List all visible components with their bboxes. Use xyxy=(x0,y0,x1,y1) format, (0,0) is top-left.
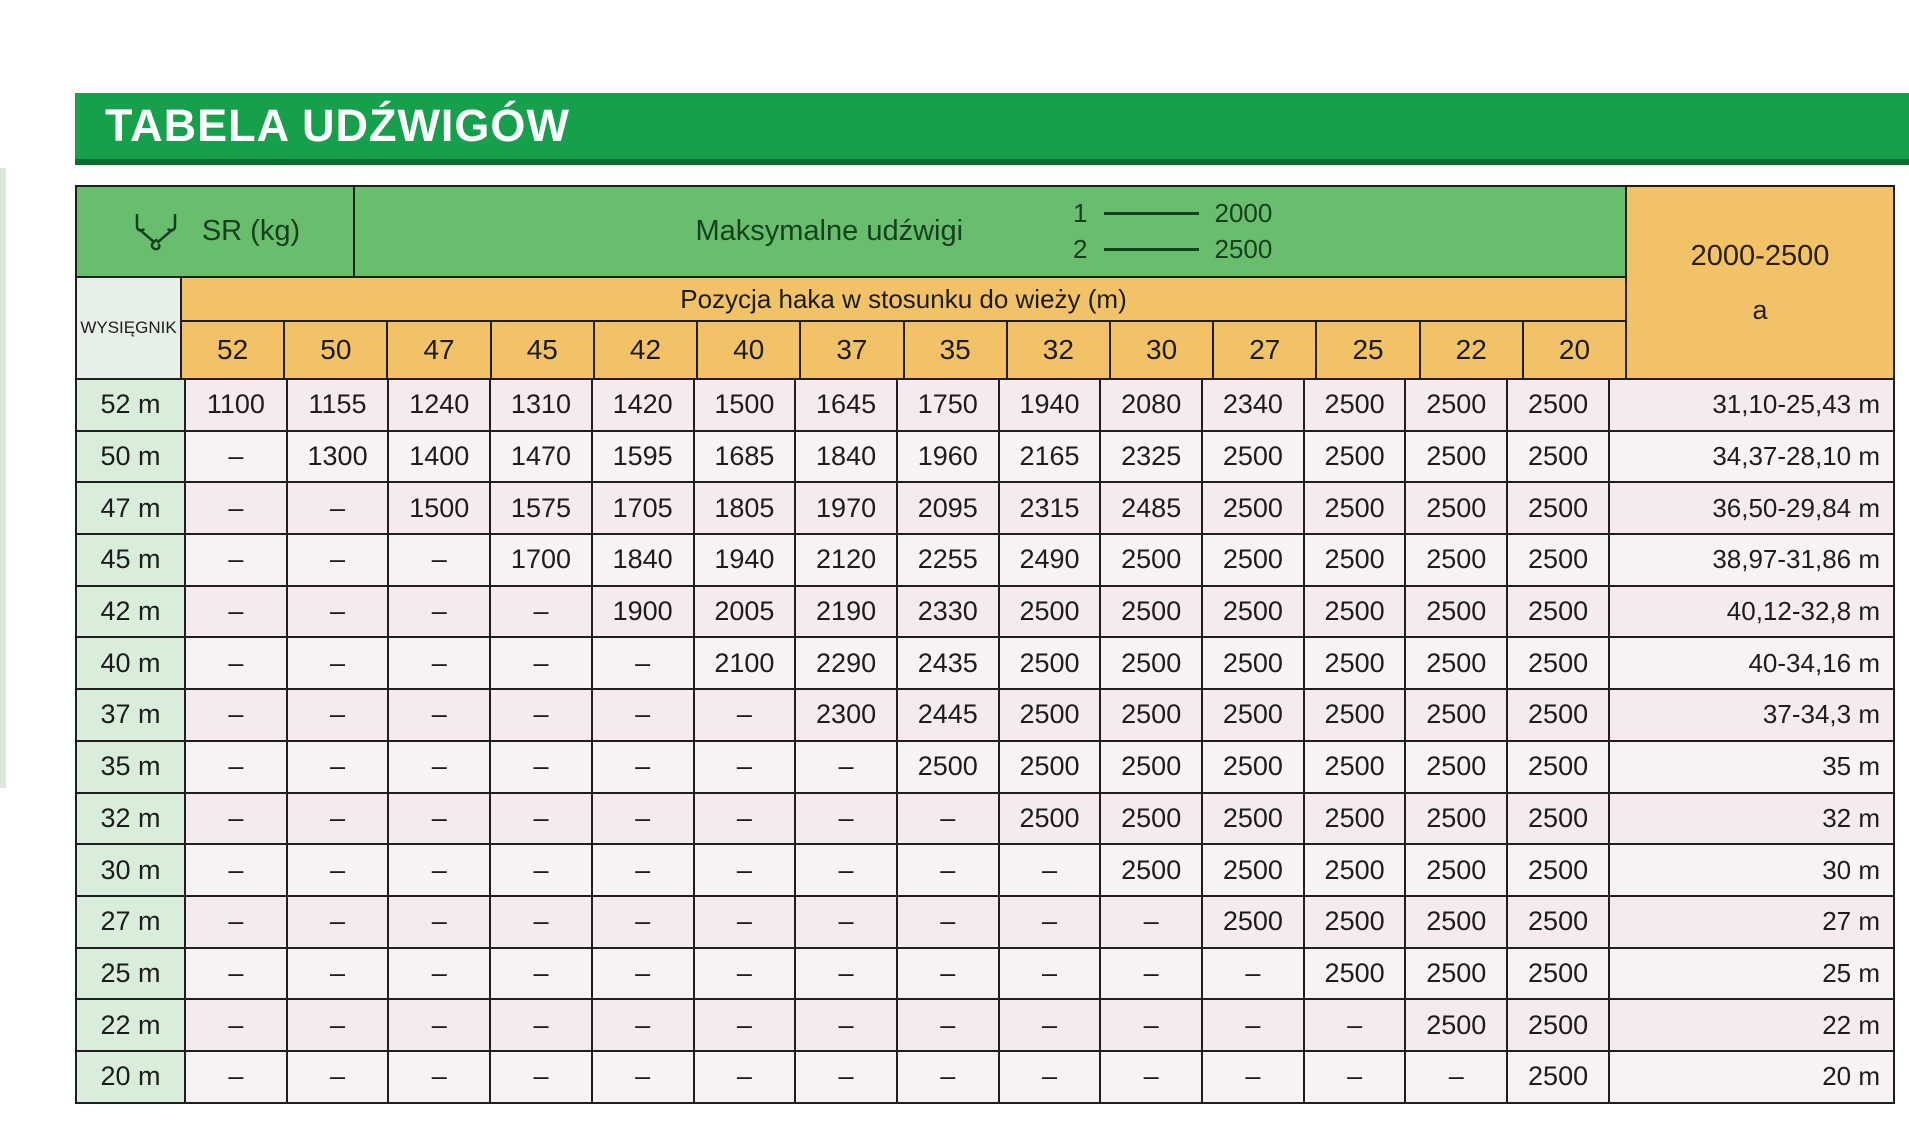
capacity-cell: 2500 xyxy=(999,586,1101,638)
capacity-cell: – xyxy=(795,844,897,896)
capacity-cell: 2500 xyxy=(1100,689,1202,741)
capacity-cell: – xyxy=(185,637,287,689)
capacity-cell: 2500 xyxy=(1202,793,1304,845)
capacity-cell: 2500 xyxy=(1507,534,1609,586)
max-capacity-header-cell xyxy=(355,185,1625,278)
capacity-cell: – xyxy=(694,896,796,948)
column-header: 50 xyxy=(285,322,388,378)
range-cell: 36,50-29,84 m xyxy=(1609,482,1894,534)
capacity-cell: – xyxy=(388,689,490,741)
table-row xyxy=(76,379,1894,431)
capacity-cell: 1645 xyxy=(795,379,897,431)
capacity-cell: – xyxy=(185,741,287,793)
capacity-cell: 2500 xyxy=(1304,586,1406,638)
hook-position-label: Pozycja haka w stosunku do wieży (m) xyxy=(680,283,1127,314)
range-cell: 34,37-28,10 m xyxy=(1609,431,1894,483)
capacity-cell: 2500 xyxy=(1507,741,1609,793)
capacity-cell: – xyxy=(897,896,999,948)
capacity-cell: 1900 xyxy=(592,586,694,638)
capacity-cell: – xyxy=(287,741,389,793)
capacity-cell: – xyxy=(388,844,490,896)
capacity-cell: – xyxy=(999,948,1101,1000)
capacity-cell: 2500 xyxy=(1507,948,1609,1000)
legend-index: 1 xyxy=(1073,198,1088,228)
column-header: 40 xyxy=(698,322,801,378)
capacity-cell: – xyxy=(592,741,694,793)
table-row xyxy=(76,534,1894,586)
capacity-cell: 2500 xyxy=(1405,482,1507,534)
capacity-cell: – xyxy=(1202,1051,1304,1103)
capacity-cell: 2500 xyxy=(1202,586,1304,638)
capacity-cell: – xyxy=(185,948,287,1000)
capacity-cell: – xyxy=(388,999,490,1051)
capacity-cell: 2315 xyxy=(999,482,1101,534)
capacity-cell: 2500 xyxy=(1507,1051,1609,1103)
capacity-cell: – xyxy=(1202,948,1304,1000)
capacity-cell: 1840 xyxy=(795,431,897,483)
capacity-cell: 1940 xyxy=(694,534,796,586)
range-cell: 25 m xyxy=(1609,948,1894,1000)
legend-line-icon xyxy=(1104,248,1199,251)
legend-row-1 xyxy=(1073,198,1284,229)
capacity-cell: – xyxy=(1100,896,1202,948)
range-cell: 20 m xyxy=(1609,1051,1894,1103)
capacity-cell: 2005 xyxy=(694,586,796,638)
capacity-cell: – xyxy=(185,534,287,586)
capacity-cell: 2500 xyxy=(999,689,1101,741)
capacity-cell: 1805 xyxy=(694,482,796,534)
capacity-cell: 2500 xyxy=(1304,896,1406,948)
capacity-cell: 2490 xyxy=(999,534,1101,586)
capacity-cell: – xyxy=(694,1051,796,1103)
capacity-cell: – xyxy=(694,793,796,845)
table-row xyxy=(76,793,1894,845)
capacity-cell: – xyxy=(795,896,897,948)
capacity-cell: 2500 xyxy=(1405,793,1507,845)
capacity-cell: 2500 xyxy=(1304,689,1406,741)
capacity-cell: – xyxy=(287,999,389,1051)
capacity-cell: 2500 xyxy=(1405,534,1507,586)
capacity-cell: – xyxy=(388,637,490,689)
capacity-cell: – xyxy=(388,793,490,845)
capacity-cell: 2500 xyxy=(1304,948,1406,1000)
capacity-cell: – xyxy=(1100,999,1202,1051)
range-column-header xyxy=(1625,185,1895,378)
capacity-cell: 2500 xyxy=(1202,637,1304,689)
capacity-grid xyxy=(75,378,1895,1104)
capacity-legend xyxy=(1073,198,1284,265)
capacity-cell: 2500 xyxy=(1405,431,1507,483)
capacity-cell: 1300 xyxy=(287,431,389,483)
column-header: 37 xyxy=(801,322,904,378)
capacity-cell: – xyxy=(1405,1051,1507,1103)
legend-index: 2 xyxy=(1073,234,1088,264)
capacity-cell: – xyxy=(388,741,490,793)
capacity-cell: – xyxy=(897,948,999,1000)
boom-length-cell: 35 m xyxy=(76,741,185,793)
capacity-cell: – xyxy=(592,999,694,1051)
title-banner xyxy=(75,93,1909,165)
capacity-cell: 2500 xyxy=(1304,844,1406,896)
legend-line-icon xyxy=(1104,212,1199,215)
capacity-cell: – xyxy=(388,586,490,638)
boom-length-cell: 32 m xyxy=(76,793,185,845)
capacity-cell: 2080 xyxy=(1100,379,1202,431)
capacity-cell: – xyxy=(490,793,592,845)
capacity-cell: – xyxy=(694,844,796,896)
capacity-cell: 2500 xyxy=(1405,999,1507,1051)
column-header: 32 xyxy=(1008,322,1111,378)
capacity-cell: – xyxy=(287,948,389,1000)
table-row xyxy=(76,741,1894,793)
capacity-cell: 2500 xyxy=(1507,844,1609,896)
capacity-cell: – xyxy=(592,844,694,896)
capacity-cell: – xyxy=(185,999,287,1051)
capacity-cell: 1595 xyxy=(592,431,694,483)
range-cell: 40,12-32,8 m xyxy=(1609,586,1894,638)
range-cell: 35 m xyxy=(1609,741,1894,793)
capacity-cell: 2500 xyxy=(1202,482,1304,534)
capacity-cell: – xyxy=(287,1051,389,1103)
boom-length-cell: 50 m xyxy=(76,431,185,483)
capacity-cell: 2500 xyxy=(1202,844,1304,896)
column-header: 52 xyxy=(182,322,285,378)
table-row xyxy=(76,431,1894,483)
capacity-cell: 2500 xyxy=(1507,896,1609,948)
column-header: 45 xyxy=(492,322,595,378)
boom-column-header xyxy=(75,278,182,378)
range-cell: 38,97-31,86 m xyxy=(1609,534,1894,586)
capacity-cell: – xyxy=(694,689,796,741)
capacity-cell: 2500 xyxy=(1304,534,1406,586)
capacity-cell: – xyxy=(592,637,694,689)
capacity-cell: 1960 xyxy=(897,431,999,483)
capacity-cell: – xyxy=(795,793,897,845)
capacity-cell: 2330 xyxy=(897,586,999,638)
capacity-cell: 2500 xyxy=(1507,637,1609,689)
capacity-cell: 2500 xyxy=(1405,948,1507,1000)
capacity-cell: – xyxy=(287,637,389,689)
column-header: 30 xyxy=(1111,322,1214,378)
hook-sling-icon xyxy=(130,212,182,252)
capacity-cell: 2500 xyxy=(1100,534,1202,586)
capacity-cell: 2500 xyxy=(1304,379,1406,431)
sr-label: SR (kg) xyxy=(201,215,301,247)
capacity-cell: – xyxy=(388,1051,490,1103)
column-header: 27 xyxy=(1214,322,1317,378)
capacity-cell: – xyxy=(897,999,999,1051)
capacity-cell: – xyxy=(694,948,796,1000)
capacity-cell: – xyxy=(490,844,592,896)
capacity-cell: 2500 xyxy=(1202,896,1304,948)
range-cell: 30 m xyxy=(1609,844,1894,896)
capacity-cell: 1840 xyxy=(592,534,694,586)
capacity-cell: – xyxy=(897,1051,999,1103)
capacity-cell: – xyxy=(490,689,592,741)
capacity-cell: – xyxy=(592,896,694,948)
capacity-cell: 2500 xyxy=(1405,844,1507,896)
capacity-cell: – xyxy=(592,1051,694,1103)
boom-length-cell: 40 m xyxy=(76,637,185,689)
capacity-cell: 2500 xyxy=(1507,379,1609,431)
capacity-cell: – xyxy=(1202,999,1304,1051)
capacity-cell: 2500 xyxy=(1405,896,1507,948)
capacity-cell: 2500 xyxy=(1405,586,1507,638)
capacity-cell: 2100 xyxy=(694,637,796,689)
capacity-cell: – xyxy=(490,896,592,948)
boom-length-cell: 30 m xyxy=(76,844,185,896)
capacity-cell: 1685 xyxy=(694,431,796,483)
range-cell: 32 m xyxy=(1609,793,1894,845)
boom-length-cell: 45 m xyxy=(76,534,185,586)
boom-length-cell: 37 m xyxy=(76,689,185,741)
table-row xyxy=(76,1051,1894,1103)
capacity-cell: – xyxy=(1100,948,1202,1000)
capacity-cell: – xyxy=(287,586,389,638)
capacity-cell: – xyxy=(490,948,592,1000)
capacity-cell: 2500 xyxy=(1100,844,1202,896)
capacity-cell: – xyxy=(999,844,1101,896)
capacity-cell: – xyxy=(388,534,490,586)
sr-header-cell xyxy=(75,185,355,278)
capacity-cell: – xyxy=(490,586,592,638)
capacity-cell: – xyxy=(592,793,694,845)
capacity-cell: – xyxy=(287,689,389,741)
capacity-cell: 2500 xyxy=(1304,431,1406,483)
capacity-cell: – xyxy=(287,844,389,896)
legend-row-2 xyxy=(1073,234,1284,265)
capacity-cell: – xyxy=(185,896,287,948)
capacity-cell: 2500 xyxy=(1507,793,1609,845)
table-row xyxy=(76,896,1894,948)
capacity-cell: – xyxy=(287,534,389,586)
range-cell: 37-34,3 m xyxy=(1609,689,1894,741)
column-header: 42 xyxy=(595,322,698,378)
table-row xyxy=(76,844,1894,896)
legend-value: 2500 xyxy=(1214,234,1273,264)
capacity-cell: 1310 xyxy=(490,379,592,431)
capacity-cell: 2300 xyxy=(795,689,897,741)
capacity-cell: 2340 xyxy=(1202,379,1304,431)
capacity-cell: – xyxy=(999,1051,1101,1103)
page-title: TABELA UDŹWIGÓW xyxy=(105,100,570,151)
table-row xyxy=(76,948,1894,1000)
capacity-cell: 2500 xyxy=(1202,534,1304,586)
capacity-cell: 2500 xyxy=(1100,637,1202,689)
capacity-cell: 2500 xyxy=(1202,741,1304,793)
capacity-cell: – xyxy=(287,793,389,845)
boom-length-cell: 20 m xyxy=(76,1051,185,1103)
boom-length-cell: 25 m xyxy=(76,948,185,1000)
capacity-cell: 2290 xyxy=(795,637,897,689)
capacity-cell: 2500 xyxy=(1100,793,1202,845)
capacity-cell: – xyxy=(1304,999,1406,1051)
capacity-cell: – xyxy=(999,896,1101,948)
capacity-cell: – xyxy=(592,689,694,741)
capacity-cell: 2190 xyxy=(795,586,897,638)
capacity-cell: – xyxy=(490,1051,592,1103)
boom-length-cell: 22 m xyxy=(76,999,185,1051)
capacity-cell: 2500 xyxy=(1405,379,1507,431)
range-cell: 40-34,16 m xyxy=(1609,637,1894,689)
table-row xyxy=(76,637,1894,689)
capacity-cell: – xyxy=(490,999,592,1051)
capacity-cell: 2500 xyxy=(1405,637,1507,689)
capacity-cell: 2445 xyxy=(897,689,999,741)
capacity-cell: 2500 xyxy=(897,741,999,793)
column-header: 22 xyxy=(1421,322,1524,378)
capacity-cell: 2500 xyxy=(999,637,1101,689)
capacity-cell: 1940 xyxy=(999,379,1101,431)
legend-value: 2000 xyxy=(1214,198,1273,228)
capacity-cell: – xyxy=(185,689,287,741)
capacity-cell: 1100 xyxy=(185,379,287,431)
capacity-cell: 2500 xyxy=(1202,431,1304,483)
range-cell: 27 m xyxy=(1609,896,1894,948)
capacity-cell: – xyxy=(388,948,490,1000)
capacity-cell: – xyxy=(999,999,1101,1051)
capacity-cell: 1970 xyxy=(795,482,897,534)
capacity-cell: 2500 xyxy=(999,741,1101,793)
capacity-cell: – xyxy=(897,793,999,845)
table-row xyxy=(76,999,1894,1051)
capacity-cell: 1470 xyxy=(490,431,592,483)
capacity-cell: 2500 xyxy=(1304,793,1406,845)
capacity-cell: – xyxy=(694,741,796,793)
capacity-cell: – xyxy=(592,948,694,1000)
capacity-cell: – xyxy=(795,999,897,1051)
range-cell: 22 m xyxy=(1609,999,1894,1051)
capacity-cell: – xyxy=(185,586,287,638)
boom-length-cell: 42 m xyxy=(76,586,185,638)
capacity-cell: 1400 xyxy=(388,431,490,483)
capacity-cell: 2435 xyxy=(897,637,999,689)
capacity-cell: 2120 xyxy=(795,534,897,586)
capacity-cell: 2255 xyxy=(897,534,999,586)
capacity-cell: – xyxy=(490,637,592,689)
hook-position-band xyxy=(182,278,1625,322)
column-header: 25 xyxy=(1317,322,1420,378)
capacity-cell: 2095 xyxy=(897,482,999,534)
range-cell: 31,10-25,43 m xyxy=(1609,379,1894,431)
boom-header-label: WYSIĘGNIK xyxy=(80,318,177,337)
capacity-cell: – xyxy=(185,844,287,896)
capacity-cell: 1575 xyxy=(490,482,592,534)
capacity-cell: – xyxy=(287,482,389,534)
capacity-cell: – xyxy=(287,896,389,948)
boom-length-cell: 47 m xyxy=(76,482,185,534)
capacity-cell: 1500 xyxy=(694,379,796,431)
capacity-cell: 2500 xyxy=(1507,482,1609,534)
column-header: 20 xyxy=(1524,322,1625,378)
capacity-cell: 1500 xyxy=(388,482,490,534)
capacity-cell: 2165 xyxy=(999,431,1101,483)
scan-edge-strip xyxy=(0,168,6,788)
capacity-cell: 2500 xyxy=(1304,482,1406,534)
capacity-cell: – xyxy=(185,1051,287,1103)
table-row xyxy=(76,586,1894,638)
capacity-cell: – xyxy=(388,896,490,948)
capacity-cell: 2500 xyxy=(1100,586,1202,638)
capacity-cell: 2500 xyxy=(1507,586,1609,638)
column-header: 35 xyxy=(905,322,1008,378)
capacity-cell: – xyxy=(185,431,287,483)
capacity-cell: – xyxy=(795,1051,897,1103)
capacity-cell: – xyxy=(795,948,897,1000)
max-capacity-label: Maksymalne udźwigi xyxy=(695,215,964,247)
capacity-cell: 2500 xyxy=(1507,999,1609,1051)
capacity-cell: 2500 xyxy=(1304,637,1406,689)
capacity-cell: 2500 xyxy=(1507,689,1609,741)
capacity-cell: – xyxy=(1304,1051,1406,1103)
capacity-cell: 2485 xyxy=(1100,482,1202,534)
capacity-cell: 2500 xyxy=(1507,431,1609,483)
capacity-cell: 1750 xyxy=(897,379,999,431)
column-header: 47 xyxy=(388,322,491,378)
range-header-sub: a xyxy=(1752,294,1768,325)
column-header-row xyxy=(182,322,1625,378)
capacity-cell: 2500 xyxy=(1100,741,1202,793)
capacity-cell: 1705 xyxy=(592,482,694,534)
capacity-table-body xyxy=(76,379,1894,1103)
capacity-cell: – xyxy=(1100,1051,1202,1103)
capacity-cell: – xyxy=(185,482,287,534)
capacity-cell: – xyxy=(185,793,287,845)
capacity-cell: 2325 xyxy=(1100,431,1202,483)
capacity-cell: – xyxy=(795,741,897,793)
boom-length-cell: 52 m xyxy=(76,379,185,431)
capacity-cell: – xyxy=(694,999,796,1051)
capacity-cell: 1700 xyxy=(490,534,592,586)
capacity-cell: 2500 xyxy=(1202,689,1304,741)
table-row xyxy=(76,482,1894,534)
capacity-cell: 2500 xyxy=(1405,741,1507,793)
range-header-value: 2000-2500 xyxy=(1690,239,1830,272)
capacity-cell: 2500 xyxy=(1304,741,1406,793)
table-row xyxy=(76,689,1894,741)
capacity-cell: – xyxy=(490,741,592,793)
capacity-cell: – xyxy=(897,844,999,896)
capacity-cell: 1155 xyxy=(287,379,389,431)
capacity-cell: 1420 xyxy=(592,379,694,431)
capacity-cell: 2500 xyxy=(999,793,1101,845)
load-capacity-table xyxy=(75,185,1895,1102)
capacity-cell: 2500 xyxy=(1405,689,1507,741)
capacity-cell: 1240 xyxy=(388,379,490,431)
boom-length-cell: 27 m xyxy=(76,896,185,948)
